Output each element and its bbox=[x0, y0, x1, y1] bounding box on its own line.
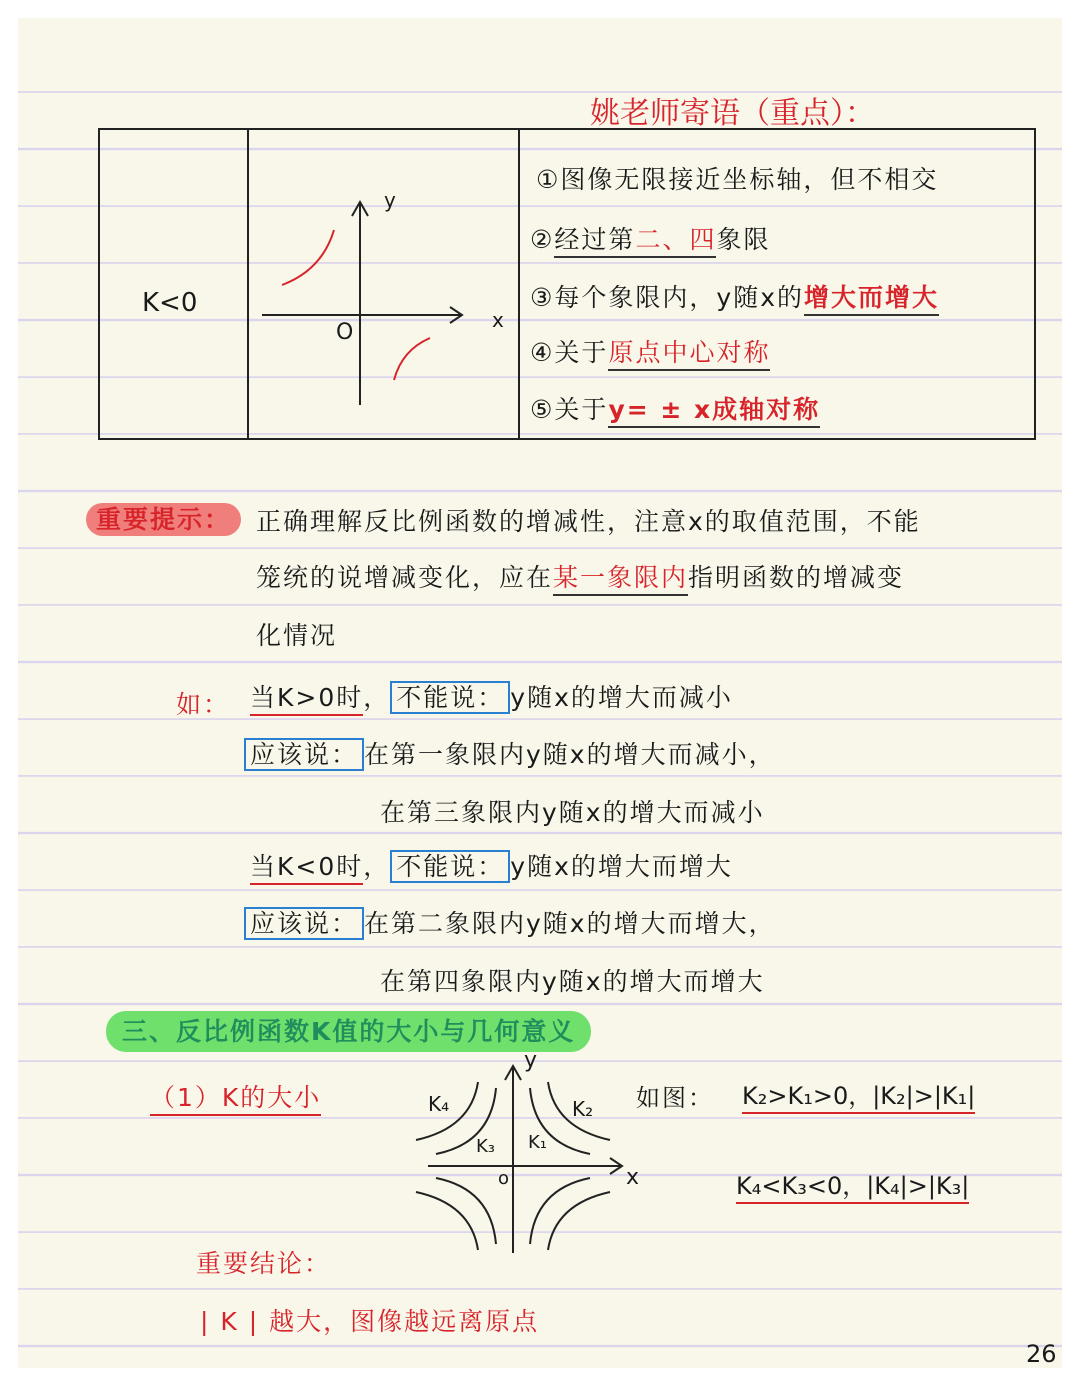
origin-label: O bbox=[336, 320, 354, 345]
point-4: ④关于原点中心对称 bbox=[530, 333, 770, 369]
graph2-x-label: x bbox=[626, 1165, 640, 1190]
tip-line-1: 正确理解反比例函数的增减性，注意x的取值范围，不能 bbox=[256, 507, 921, 536]
graph2-y-label: y bbox=[524, 1048, 538, 1073]
case-k-positive-should-2: 在第三象限内y随x的增大而减小 bbox=[380, 798, 765, 827]
tip-label: 重要提示： bbox=[86, 500, 241, 536]
point-3: ③每个象限内，y随x的增大而增大 bbox=[530, 278, 939, 314]
section-3-heading: 三、反比例函数K值的大小与几何意义 bbox=[106, 1012, 591, 1048]
case-k-negative-should-2: 在第四象限内y随x的增大而增大 bbox=[380, 967, 765, 996]
point-1: ①图像无限接近坐标轴，但不相交 bbox=[536, 165, 939, 194]
graph2-origin-label: o bbox=[498, 1168, 510, 1189]
point-5: ⑤关于y= ± x成轴对称 bbox=[530, 390, 820, 426]
k-condition-label: K<0 bbox=[142, 288, 198, 318]
y-axis-label: y bbox=[384, 188, 396, 212]
k-comparison-graph bbox=[410, 1058, 640, 1258]
conclusion-label: 重要结论： bbox=[196, 1249, 332, 1278]
case-k-negative: 当K<0时， 不能说： y随x的增大而增大 bbox=[250, 847, 733, 883]
case-k-negative-should: 应该说： 在第二象限内y随x的增大而增大， bbox=[244, 904, 776, 940]
page-number: 26 bbox=[1026, 1340, 1057, 1368]
case-k-positive-should: 应该说： 在第一象限内y随x的增大而减小， bbox=[244, 735, 776, 771]
k-relation-1: K₂>K₁>0，|K₂|>|K₁| bbox=[742, 1076, 975, 1111]
graph2-k2-label: K₂ bbox=[572, 1097, 594, 1121]
tip-line-2: 笼统的说增减变化，应在某一象限内指明函数的增减变 bbox=[256, 558, 904, 594]
as-shown-label: 如图： bbox=[636, 1084, 714, 1112]
case-k-positive: 当K>0时， 不能说： y随x的增大而减小 bbox=[250, 678, 733, 714]
graph2-k1-label: K₁ bbox=[528, 1132, 548, 1153]
graph2-k4-label: K₄ bbox=[428, 1092, 450, 1116]
tip-line-3: 化情况 bbox=[256, 621, 338, 650]
k-relation-2: K₄<K₃<0，|K₄|>|K₃| bbox=[736, 1166, 969, 1201]
conclusion-text: | K | 越大，图像越远离原点 bbox=[200, 1307, 540, 1336]
teacher-note-title: 姚老师寄语（重点）： bbox=[590, 96, 875, 131]
section-3-subheading: （1）K的大小 bbox=[150, 1078, 321, 1114]
x-axis-label: x bbox=[492, 308, 504, 332]
point-2: ②经过第二、四象限 bbox=[530, 220, 770, 256]
k-negative-graph bbox=[252, 180, 514, 420]
example-marker: 如： bbox=[176, 690, 231, 719]
graph2-k3-label: K₃ bbox=[476, 1136, 496, 1157]
